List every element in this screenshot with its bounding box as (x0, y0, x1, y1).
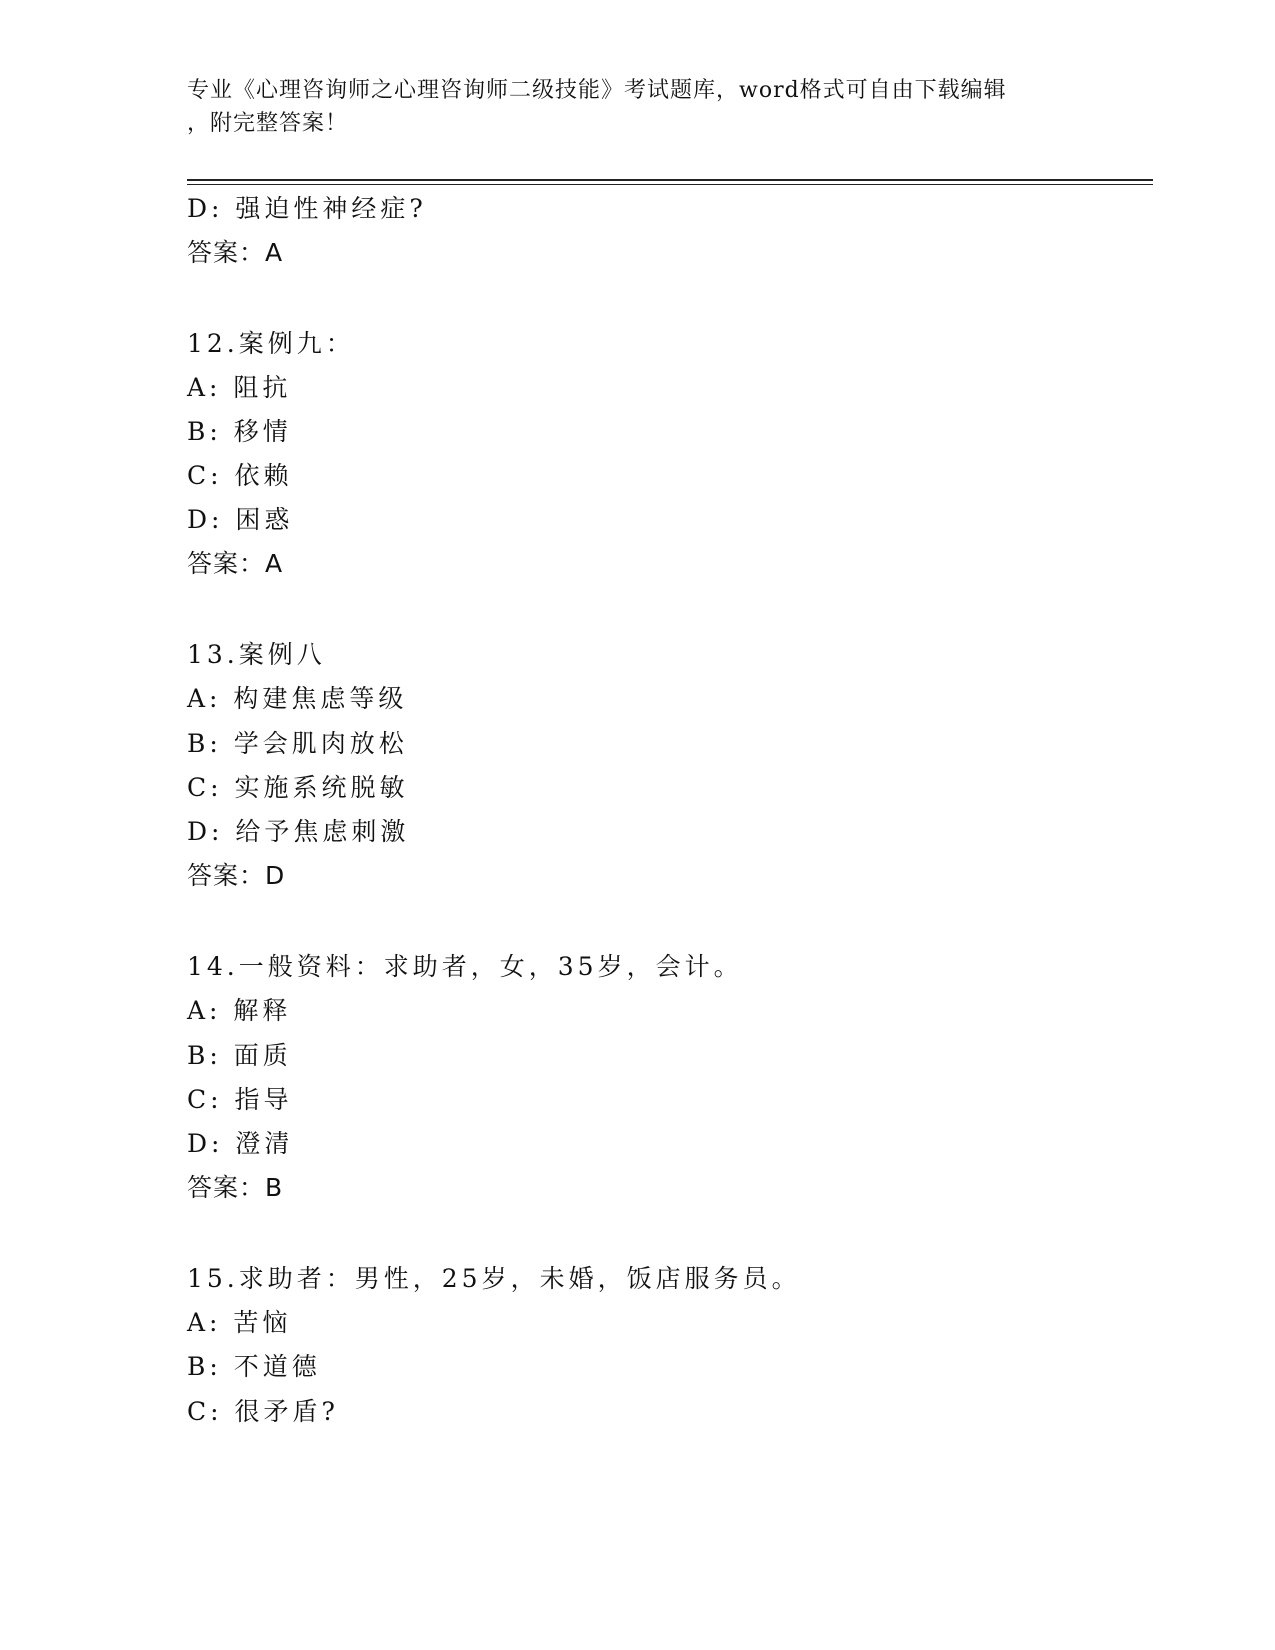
option-line: D: 澄清 (187, 1129, 294, 1158)
option-line: D: 困惑 (187, 505, 294, 534)
option-line: B: 不道德 (187, 1352, 321, 1381)
option-line: C: 实施系统脱敏 (187, 773, 409, 802)
option-line: C: 依赖 (187, 461, 293, 490)
header-line-1: 专业《心理咨询师之心理咨询师二级技能》考试题库，word格式可自由下载编辑 (187, 78, 1007, 103)
answer-line: 答案：B (187, 1173, 284, 1202)
option-line: A: 阻抗 (187, 373, 292, 402)
header-divider-thick (187, 179, 1153, 181)
answer-line: 答案：D (187, 861, 286, 890)
option-line: A: 解释 (187, 996, 292, 1025)
document-header (187, 74, 1087, 140)
option-line: B: 面质 (187, 1041, 292, 1070)
option-line: C: 很矛盾? (187, 1397, 339, 1426)
question-line: 12.案例九： (187, 329, 355, 358)
option-line: A: 苦恼 (187, 1308, 292, 1337)
option-line: C: 指导 (187, 1085, 293, 1114)
question-line: 14.一般资料：求助者，女，35岁，会计。 (187, 952, 743, 981)
header-divider-thin (187, 184, 1153, 185)
option-line: A: 构建焦虑等级 (187, 684, 408, 713)
option-line: D: 给予焦虑刺激 (187, 817, 410, 846)
header-line-2: ，附完整答案！ (187, 111, 349, 136)
question-line: 13.案例八 (187, 640, 326, 669)
answer-line: 答案：A (187, 238, 284, 267)
option-line: B: 移情 (187, 417, 292, 446)
question-line: 15.求助者：男性，25岁，未婚，饭店服务员。 (187, 1264, 801, 1293)
option-line: D: 强迫性神经症? (187, 194, 427, 223)
option-line: B: 学会肌肉放松 (187, 729, 408, 758)
answer-line: 答案：A (187, 549, 284, 578)
